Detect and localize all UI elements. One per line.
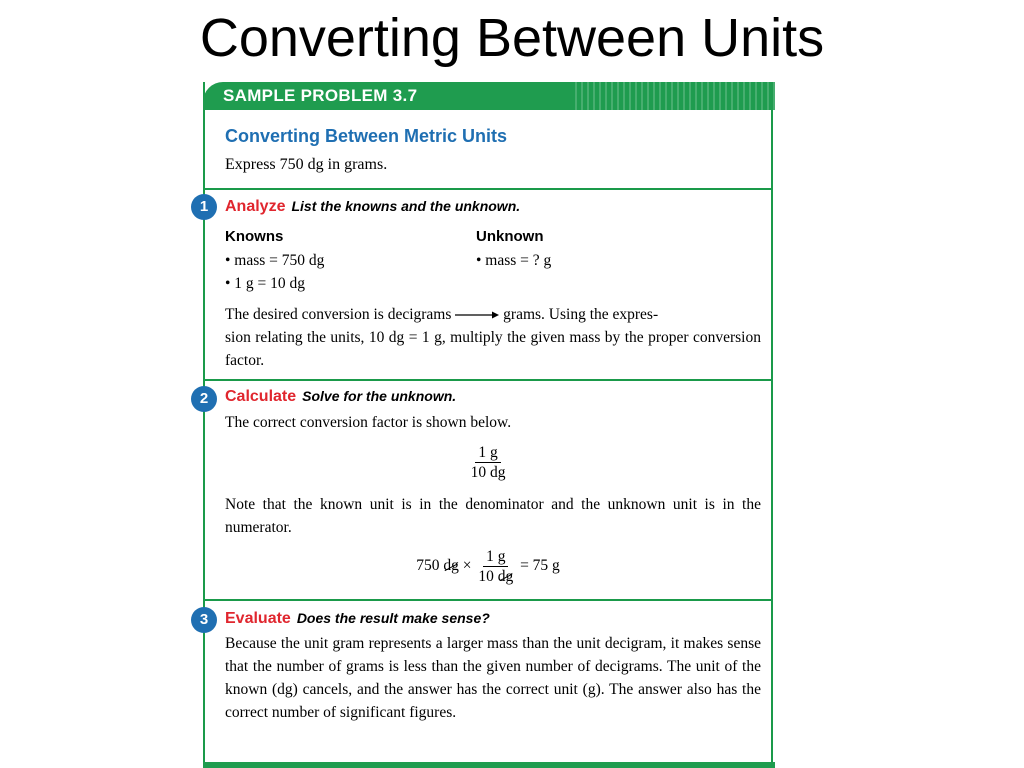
- known-item: • mass = 750 dg: [225, 252, 325, 269]
- step-evaluate-subtitle: Does the result make sense?: [296, 610, 490, 626]
- eq-den-cancelled-unit: dg: [497, 568, 514, 585]
- card-header: [203, 82, 775, 110]
- knowns-header: Knowns: [225, 228, 284, 245]
- eq-fraction: [475, 547, 516, 586]
- step-evaluate-heading: [225, 610, 490, 628]
- eq-denominator: [475, 567, 516, 586]
- step-evaluate: [199, 599, 771, 768]
- unknown-header: Unknown: [476, 228, 544, 245]
- slide-title: Converting Between Units: [199, 8, 825, 68]
- step-evaluate-title: Evaluate: [225, 610, 291, 627]
- eq-result: = 75 g: [520, 557, 560, 575]
- eq-times: ×: [462, 557, 472, 575]
- step-number-1: 1: [191, 194, 217, 220]
- problem-intro: [205, 110, 771, 190]
- card-bottom-bar: [203, 762, 775, 768]
- step-number-2: 2: [191, 386, 217, 412]
- problem-question: Express 750 dg in grams.: [225, 156, 388, 173]
- right-arrow-icon: [455, 310, 499, 320]
- step-number-3: 3: [191, 607, 217, 633]
- eq-cancelled-unit: dg: [443, 554, 459, 577]
- analyze-text-rest: sion relating the units, 10 dg = 1 g, multiply the given mass by the proper conversion factor.: [225, 329, 761, 369]
- calculation-equation: [205, 547, 771, 586]
- step-calculate-title: Calculate: [225, 388, 297, 405]
- analyze-text-line1: [225, 303, 761, 326]
- evaluate-text: Because the unit gram represents a larger mass than the unit decigram, it makes sense that the number of grams is less than the given number of decigrams. The unit of the known (dg) cancels, and the answer has the correct unit (g). The answer also has the correct number of significant figures.: [225, 635, 761, 721]
- eq-numerator: 1 g: [483, 547, 508, 567]
- conversion-factor-fraction: [468, 443, 509, 482]
- factor-numerator: 1 g: [475, 443, 500, 463]
- calculate-intro: The correct conversion factor is shown below.: [225, 414, 512, 431]
- card-header-label: SAMPLE PROBLEM 3.7: [223, 86, 418, 105]
- header-stripes: [575, 82, 775, 110]
- step-calculate-subtitle: Solve for the unknown.: [302, 388, 457, 404]
- known-item: • 1 g = 10 dg: [225, 275, 306, 292]
- conversion-to: grams. Using the expres-: [503, 306, 659, 323]
- step-calculate-heading: [225, 388, 456, 406]
- eq-den-value: 10: [478, 568, 494, 585]
- step-analyze: [199, 188, 771, 381]
- conversion-from: The desired conversion is decigrams: [225, 306, 452, 323]
- unknown-item: • mass = ? g: [476, 252, 552, 269]
- step-analyze-heading: [225, 198, 520, 216]
- sample-problem-card: [199, 82, 773, 768]
- step-analyze-subtitle: List the knowns and the unknown.: [291, 198, 521, 214]
- calculate-note: Note that the known unit is in the denominator and the unknown unit is in the numerator.: [225, 496, 761, 536]
- problem-title: Converting Between Metric Units: [225, 126, 508, 146]
- step-analyze-title: Analyze: [225, 198, 286, 215]
- conversion-factor: [205, 443, 771, 482]
- step-calculate: [199, 379, 771, 601]
- factor-denominator: 10 dg: [470, 464, 506, 481]
- eq-value: 750: [416, 557, 440, 575]
